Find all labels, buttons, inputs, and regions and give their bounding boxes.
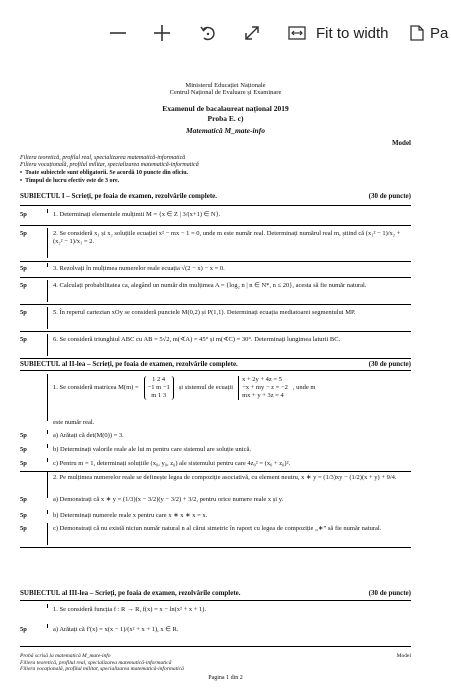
item-text: c) Pentru m = 1, determinați soluțiile (x₀, y₀, z₀) ale sistemului pentru care 4z₀² = (x₀ + z₀)². — [53, 460, 291, 467]
score: 5p — [20, 265, 27, 272]
expand-icon — [243, 24, 261, 42]
footer — [20, 653, 411, 673]
score: 5p — [20, 512, 27, 519]
score: 5p — [20, 282, 27, 289]
zoom-out-button[interactable] — [104, 18, 132, 48]
matrix-m — [144, 376, 174, 400]
section-3-header — [20, 589, 411, 597]
item-text: este număr real. — [53, 419, 95, 426]
minus-icon — [109, 24, 127, 42]
score: 5p — [20, 525, 27, 532]
score: 5p — [20, 446, 27, 453]
rotate-icon — [199, 24, 217, 42]
item-text: 1. Se consideră funcția f : R → R, f(x) = x − ln(x² + x + 1). — [53, 606, 207, 613]
page-icon — [410, 25, 424, 41]
section-1-points: (30 de puncte) — [368, 192, 411, 200]
exam-title: Examenul de bacalaureat național 2019 — [162, 104, 289, 113]
item-text: 4. Calculați probabilitatea ca, alegând un număr din mulțimea A = {log₂ n | n ∈ N*, n ≤ 20}, acesta să fie număr natural. — [53, 282, 367, 289]
item-text: c) Demonstrați că nu există niciun număr natural n al cărui simetric în raport cu legea de compoziție „∗” să fie număr natural. — [53, 525, 382, 532]
section-3-title: SUBIECTUL al III-lea – Scrieți, pe foaia de examen, rezolvările complete. — [20, 589, 241, 597]
bullet-2: • Timpul de lucru efectiv este de 3 ore. — [20, 178, 120, 184]
score: 5p — [20, 460, 27, 467]
score: 5p — [20, 496, 27, 503]
matrix-row: m 1 3 — [151, 392, 167, 399]
rotate-button[interactable] — [194, 18, 222, 48]
model-label: Model — [391, 139, 411, 147]
s1-item-6 — [20, 336, 411, 354]
subject-title: Matematică M_mate-info — [186, 126, 265, 135]
item-text: 5. În reperul cartezian xOy se consideră punctele M(0,2) și P(1,1). Determinați ecuația mediatoarei segmentului MP. — [53, 309, 356, 316]
s2-item-2c — [20, 525, 411, 543]
score: 5p — [20, 309, 27, 316]
proba-title: Proba E. c) — [207, 114, 244, 123]
divider — [20, 205, 411, 206]
bullet-1: • Toate subiectele sunt obligatorii. Se acordă 10 puncte din oficiu. — [20, 170, 189, 176]
info-line-2: Filiera vocațională, profilul militar, specializarea matematică-informatică — [20, 162, 199, 168]
score: 5p — [20, 211, 27, 218]
bullet-1-text: Toate subiectele sunt obligatorii. Se acordă 10 puncte din oficiu. — [25, 170, 189, 176]
ministry-line: Ministerul Educației Naționale — [185, 82, 266, 89]
center-line: Centrul Național de Evaluare și Examinare — [169, 89, 282, 96]
item-text: 3. Rezolvați în mulțimea numerelor reale ecuația √(2 − x) − x = 0. — [53, 265, 225, 272]
viewer-toolbar — [0, 0, 451, 64]
s1-item-4 — [20, 282, 411, 300]
equation-system — [238, 376, 288, 400]
s2-intro — [20, 376, 411, 416]
item-text: 2. Pe mulțimea numerelor reale se definește legea de compoziție asociativă, cu element neutru, x ∗ y = (1/3)xy − (1/2)(x + y) + 9/4. — [53, 474, 397, 481]
fullscreen-button[interactable] — [238, 18, 266, 48]
s2-item-2 — [20, 474, 411, 492]
matrix-intro: 1. Se consideră matricea M(m) = — [53, 384, 139, 391]
item-text: a) Arătați că f′(x) = x(x − 1)/(x² + x + 1), x ∈ R. — [53, 626, 179, 633]
score: 5p — [20, 432, 27, 439]
matrix-row: −1 m −1 — [147, 384, 170, 391]
footer-line-3: Filiera vocațională, profilul militar, specializarea matematică-informatică — [20, 666, 184, 672]
footer-model: Model — [396, 653, 411, 659]
bullet-2-text: Timpul de lucru efectiv este de 3 ore. — [25, 178, 120, 184]
matrix-row: 1 2 4 — [152, 376, 166, 383]
section-3-points: (30 de puncte) — [368, 589, 411, 597]
fit-width-icon — [288, 26, 306, 40]
system-intro: și sistemul de ecuații — [178, 384, 234, 391]
score: 5p — [20, 626, 27, 633]
document-page — [0, 64, 451, 700]
page-view-button[interactable] — [410, 18, 448, 48]
section-1-header — [20, 192, 411, 200]
page-view-label: Pa — [430, 24, 449, 42]
section-2-points: (30 de puncte) — [368, 360, 411, 368]
s1-item-2 — [20, 230, 411, 256]
score: 5p — [20, 230, 27, 237]
section-2-title: SUBIECTUL al II-lea – Scrieți, pe foaia de examen, rezolvările complete. — [20, 360, 238, 368]
equation: −x + my − z = −2 — [242, 384, 288, 391]
equation: x + 2y + 4z = 5 — [242, 376, 282, 383]
equation: mx + y + 3z = 4 — [242, 392, 284, 399]
item-text: b) Determinați valorile reale ale lui m pentru care sistemul are soluție unică. — [53, 446, 251, 453]
page-number: Pagina 1 din 2 — [208, 675, 243, 681]
footer-line-2: Filiera teoretică, profilul real, specializarea matematică-informatică — [20, 659, 172, 666]
system-suffix: , unde m — [292, 384, 316, 391]
info-line-1: Filiera teoretică, profilul real, specializarea matematică-informatică — [20, 155, 186, 161]
s1-item-5 — [20, 309, 411, 327]
item-text: 6. Se consideră triunghiul ABC cu AB = 5√2, m(∢A) = 45° și m(∢C) = 30°. Determinați lungimea laturii BC. — [53, 336, 341, 343]
score: 5p — [20, 336, 27, 343]
item-text: b) Determinați numerele reale x pentru care x ∗ x ∗ x = x. — [53, 512, 208, 519]
s2-intro-line — [53, 376, 409, 400]
zoom-in-button[interactable] — [148, 18, 176, 48]
item-text: a) Demonstrați că x ∗ y = (1/3)(x − 3/2)(y − 3/2) + 3/2, pentru orice numere reale x și y. — [53, 496, 284, 503]
item-text: 2. Se consideră x₁ și x₂ soluțiile ecuației x² − mx − 1 = 0, unde m este număr real. Determinați numărul real m, știind că (x₁² − 1)/x₂ + (x₂² − 1)/x₁ = 2. — [53, 230, 401, 245]
section-1-title: SUBIECTUL I – Scrieți, pe foaia de examen, rezolvările complete. — [20, 192, 218, 200]
item-text: a) Arătați că det(M(0)) = 3. — [53, 432, 124, 439]
item-text: 1. Determinați elementele mulțimii M = {x ∈ Z | 3/(x+1) ∈ N}. — [53, 211, 221, 218]
footer-line-1: Probă scrisă la matematică M_mate-info — [20, 653, 111, 659]
fit-to-width-label: Fit to width — [316, 24, 389, 42]
fit-to-width-button[interactable] — [288, 18, 389, 48]
section-2-header — [20, 360, 411, 368]
plus-icon — [153, 24, 171, 42]
